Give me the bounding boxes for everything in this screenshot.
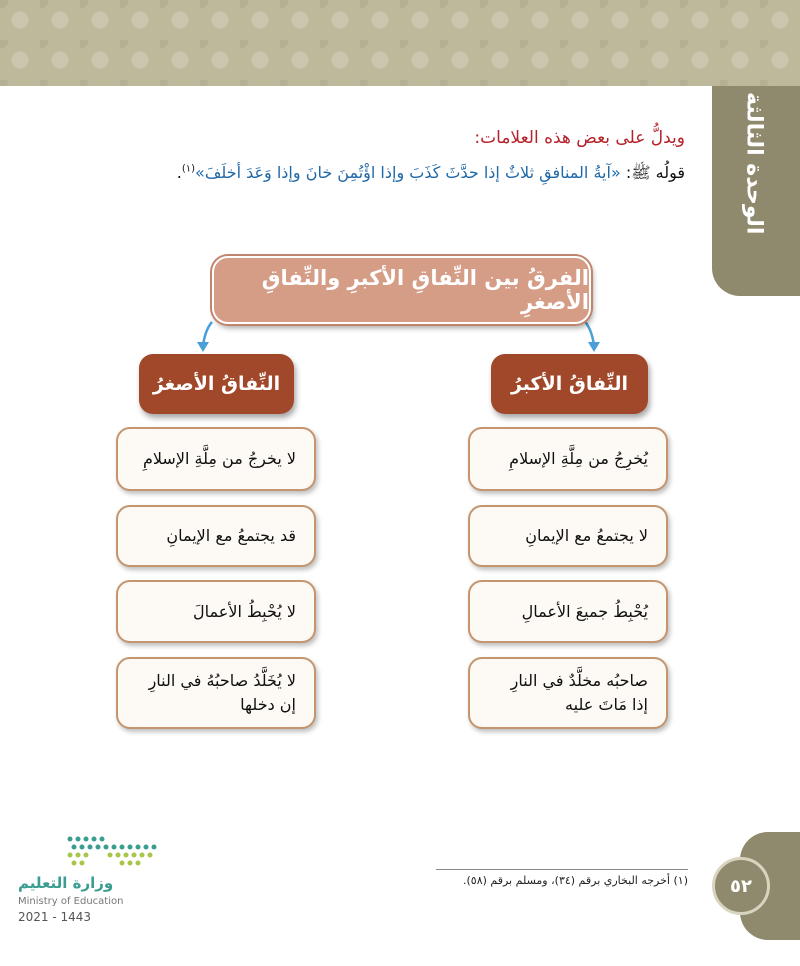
hadith-text	[45, 163, 685, 186]
major-item-3	[468, 580, 668, 643]
hadith-quote: «آيةُ المنافقِ ثلاثٌ إذا حدَّثَ كَذَبَ وإذا اؤْتُمِنَ خانَ وإذا وَعَدَ أخلَفَ»	[195, 163, 621, 182]
footnote: (١) أخرجه البخاري برقم (٣٤)، ومسلم برقم (٥٨).	[463, 874, 688, 887]
major-item-4-line-1: صاحبُه مخلَّدٌ في النارِ	[510, 671, 648, 690]
arrow-head-minor	[197, 342, 209, 352]
major-item-2-text: لا يجتمعُ مع الإيمانِ	[525, 526, 648, 545]
minor-hypocrisy-heading: النِّفاقُ الأصغرُ	[139, 354, 294, 414]
ministry-logo-arabic: وزارة التعليم	[18, 874, 114, 892]
major-hypocrisy-heading: النِّفاقُ الأكبرُ	[491, 354, 648, 414]
minor-item-4-line-1: لا يُخَلَّدُ صاحبُهُ في النارِ	[148, 671, 296, 690]
minor-item-1-text: لا يخرجُ من مِلَّةِ الإسلامِ	[142, 449, 296, 468]
intro-text: ويدلُّ على بعض هذه العلامات:	[474, 128, 685, 148]
major-item-2	[468, 505, 668, 567]
major-item-4-line-2: إذا مَاتَ عليه	[565, 695, 648, 714]
major-item-4	[468, 657, 668, 729]
minor-item-2	[116, 505, 316, 567]
arrow-to-minor	[203, 322, 212, 346]
minor-item-2-text: قد يجتمعُ مع الإيمانِ	[166, 526, 296, 545]
hadith-prefix: قولُه ﷺ:	[620, 163, 685, 182]
footnote-ref: (١)	[181, 163, 196, 175]
major-item-1	[468, 427, 668, 491]
minor-item-1	[116, 427, 316, 491]
minor-item-4-line-2: إن دخلها	[240, 695, 296, 714]
major-item-1-text: يُخرِجُ من مِلَّةِ الإسلامِ	[509, 449, 648, 468]
page-number: ٥٢	[712, 857, 770, 915]
comparison-title: الفرقُ بين النِّفاقِ الأكبرِ والنِّفاقِ الأصغرِ	[212, 256, 591, 324]
major-item-3-text: يُحْبِطُ جميعَ الأعمالِ	[521, 601, 648, 621]
arrow-head-major	[588, 342, 600, 352]
unit-label: الوحدة الثالثة	[741, 92, 767, 235]
minor-item-3	[116, 580, 316, 643]
ministry-logo-english: Ministry of Education	[18, 896, 124, 907]
minor-item-4	[116, 657, 316, 729]
decorative-top-band	[0, 0, 800, 86]
edition-year: 2021 - 1443	[18, 910, 92, 924]
hadith-suffix: .	[176, 163, 182, 182]
minor-item-3-text: لا يُحْبِطُ الأعمالَ	[193, 601, 296, 621]
footnote-divider	[436, 869, 688, 870]
arrow-to-major	[582, 318, 594, 346]
ministry-logo-icon	[60, 833, 160, 873]
